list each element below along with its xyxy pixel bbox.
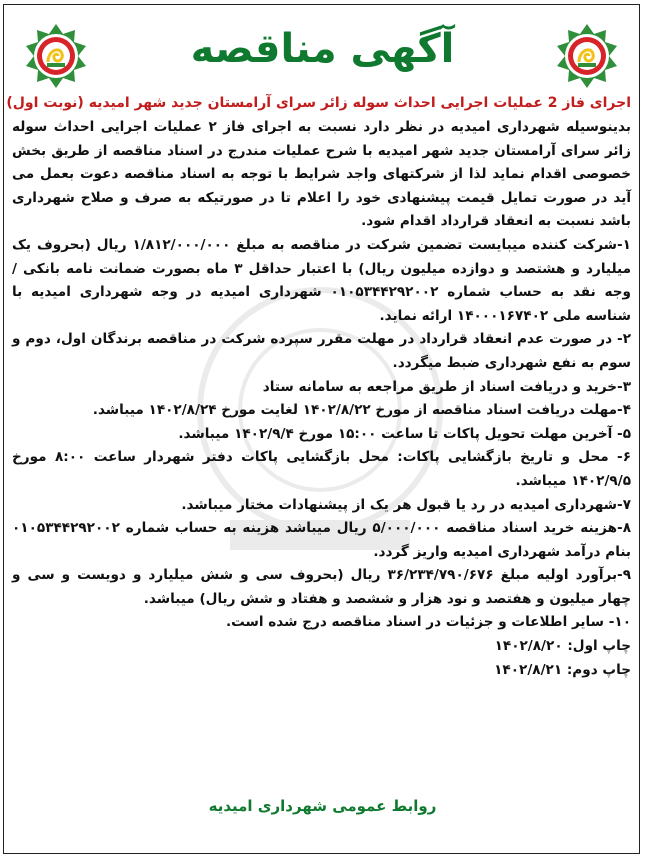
page-title: آگهی مناقصه — [190, 26, 455, 72]
tender-body — [12, 116, 631, 682]
footer-public-relations: روابط عمومی شهرداری امیدیه — [208, 797, 437, 815]
list-item: ۴-مهلت دریافت اسناد مناقصه از مورخ ۱۴۰۲/۸/۲۲ لغایت مورخ ۱۴۰۲/۸/۲۴ میباشد. — [92, 402, 631, 419]
list-item: ۱-شرکت کننده میبایست تضمین شرکت در مناقصه به مبلغ ۱/۸۱۲/۰۰۰/۰۰۰ ریال (بحروف یک میلیارد و هشتصد و دوازده میلیون ریال) با اعتبار حداقل ۳ ماه بصورت ضمانت نامه بانکی / وجه نقد به حساب شماره ۰۱۰۵۳۴۴۲۹۲۰۰۲ شهرداری امیدیه در وجه شهرداری امیدیه با شناسه ملی ۱۴۰۰۰۱۶۷۴۰۲ ارائه نماید. — [12, 236, 632, 324]
list-item: ۸-هزینه خرید اسناد مناقصه ۵/۰۰۰/۰۰۰ ریال میباشد هزینه به حساب شماره ۰۱۰۵۳۴۴۲۹۲۰۰۲ بنام درآمد شهرداری امیدیه واریز گردد. — [12, 520, 631, 560]
list-item: ۵- آخرین مهلت تحویل پاکات تا ساعت ۱۵:۰۰ مورخ ۱۴۰۲/۹/۴ میباشد. — [178, 425, 631, 442]
list-item: ۲- در صورت عدم انعقاد قرارداد در مهلت مقرر سپرده شرکت در مناقصه برندگان اول، دوم و سوم به نفع شهرداری ضبط میگردد. — [12, 331, 631, 371]
intro-paragraph: بدینوسیله شهرداری امیدیه در نظر دارد نسبت به اجرای فاز ۲ عملیات اجرایی احداث سوله زائر سرای آرامستان جدید شهر امیدیه با شرح عملیات مندرج در اسناد مناقصه از طریق بخش خصوصی اقدام نماید لذا از شرکتهای واجد شرایط با توجه به اسناد مناقصه دعوت بعمل می آید در صورت تمایل قیمت پیشنهادی خود را اعلام تا در صورتیکه به صرف و صلاح شهرداری باشد نسبت به انعقاد قرارداد اقدام شود. — [12, 119, 631, 230]
first-print-date: چاپ اول: ۱۴۰۲/۸/۲۰ — [494, 638, 631, 655]
list-item: ۳-خرید و دریافت اسناد از طریق مراجعه به سامانه ستاد — [262, 378, 631, 395]
list-item: ۷-شهرداری امیدیه در رد یا قبول هر یک از پیشنهادات مختار میباشد. — [181, 496, 631, 513]
list-item: ۱۰- سایر اطلاعات و جزئیات در اسناد مناقصه درج شده است. — [225, 614, 631, 631]
list-item: ۹-برآورد اولیه مبلغ ۳۶/۲۳۴/۷۹۰/۶۷۶ ریال (بحروف سی و شش میلیارد و دویست و سی و چهار میلیون و هفتصد و نود هزار و ششصد و هفتاد و شش ریال) میباشد. — [12, 567, 632, 607]
list-item: ۶- محل و تاریخ بازگشایی پاکات: محل بازگشایی پاکات دفتر شهردار ساعت ۸:۰۰ مورخ ۱۴۰۲/۹/۵ میباشد. — [12, 449, 632, 489]
second-print-date: چاپ دوم: ۱۴۰۲/۸/۲۱ — [494, 661, 631, 678]
tender-subtitle: اجرای فاز 2 عملیات اجرایی احداث سوله زائر سرای آرامستان جدید شهر امیدیه (نوبت اول) — [6, 95, 631, 111]
